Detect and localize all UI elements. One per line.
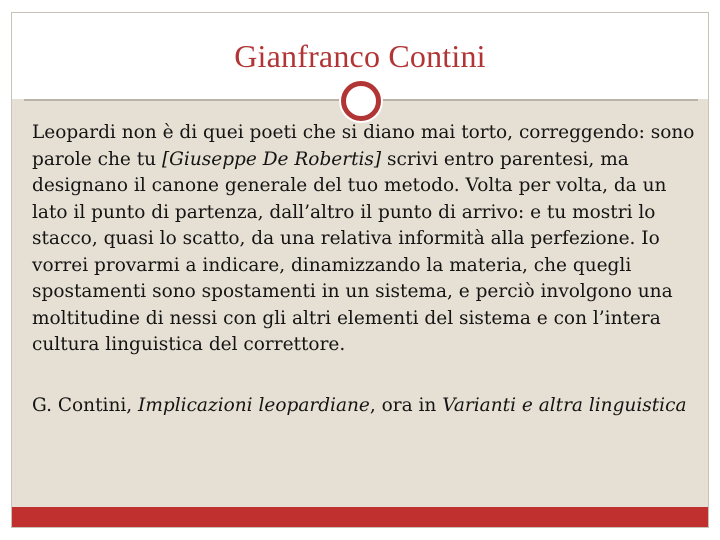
quote-text-end: scrivi entro parentesi, ma designano il canone generale del tuo metodo. Volta per volta, da un lato il punto di partenza, dall’altro il punto di arrivo: e tu mostri lo stacco, quasi lo scatto, da una relativa informità alla perfezione. Io vorrei provarmi a indicare, dinamizzando la materia, che quegli spostamenti sono spostamenti in un sistema, e perciò involgono una moltitudine di nessi con gli altri elementi del sistema e con l’intera cultura linguistica del correttore. (32, 148, 673, 355)
slide (11, 12, 709, 528)
slide-title: Gianfranco Contini (234, 38, 486, 74)
slide-body (32, 120, 702, 419)
title-divider-right (380, 99, 698, 101)
quote-paragraph (32, 120, 702, 359)
quote-inserted-name: [Giuseppe De Robertis] (161, 148, 382, 170)
quote-text-start: Leopardi non è di quei poeti che si diano mai torto, correggendo: sono parole che tu (32, 122, 695, 170)
circle-ornament-icon (341, 81, 381, 121)
citation-author: G. Contini, (32, 394, 139, 416)
citation-work-title: Implicazioni leopardiane (138, 394, 370, 416)
citation-volume-title: Varianti e altra linguistica (442, 394, 687, 416)
citation (32, 393, 702, 420)
bottom-accent-bar (12, 507, 708, 527)
title-divider-left (24, 99, 342, 101)
citation-connector: , ora in (369, 394, 443, 416)
